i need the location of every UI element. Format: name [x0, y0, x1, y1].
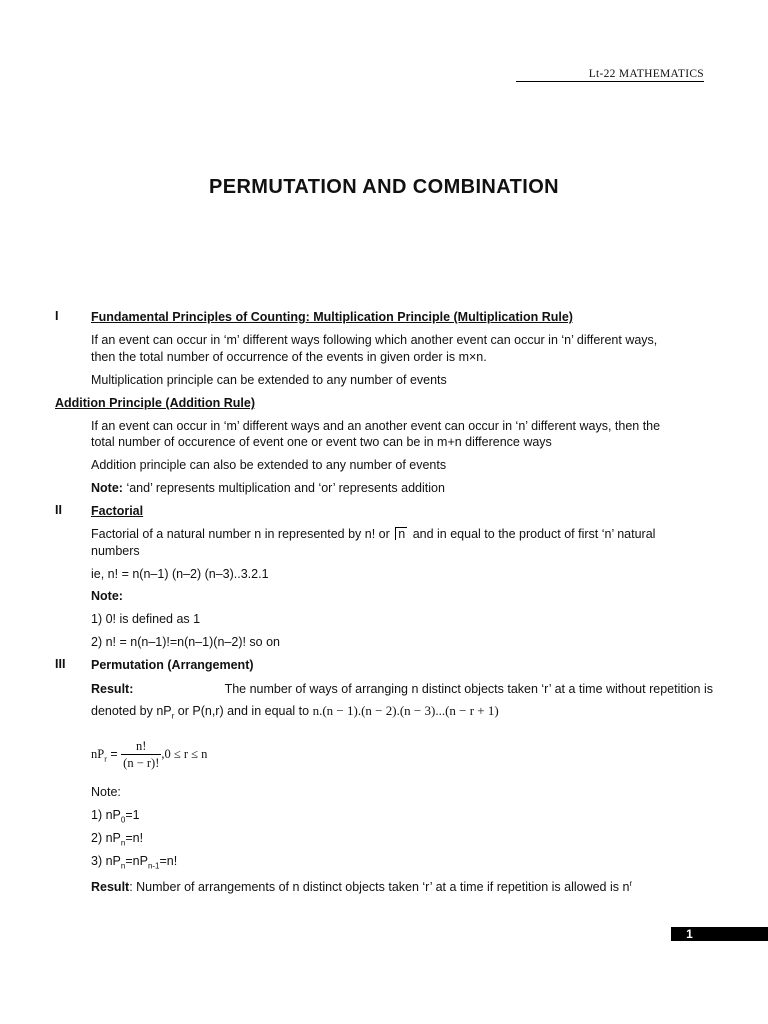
subscript: n-1 [147, 861, 160, 871]
factorial-notation: n [395, 527, 407, 540]
result-line [91, 681, 713, 697]
formula-condition: ,0 ≤ r ≤ n [161, 747, 208, 761]
section-number-1: I [55, 309, 59, 323]
note-item: 1) 0! is defined as 1 [91, 612, 201, 626]
paragraph-line [91, 526, 655, 542]
text-run: 2) nP [91, 831, 121, 845]
text-run: 1) nP [91, 808, 121, 822]
paragraph: Multiplication principle can be extended to any number of events [91, 373, 447, 387]
result-text: The number of ways of arranging n distinct objects taken ‘r’ at a time without repetition is [224, 682, 713, 696]
page-title: PERMUTATION AND COMBINATION [208, 176, 560, 198]
paragraph: Addition principle can also be extended to any number of events [91, 458, 447, 472]
superscript: r [629, 879, 633, 888]
subscript: n [120, 861, 126, 871]
section-heading-multiplication: Fundamental Principles of Counting: Multiplication Principle (Multiplication Rule) [91, 310, 573, 324]
paragraph-line: total number of occurence of event one or event two can be in m+n difference ways [91, 435, 552, 449]
paragraph-line: then the total number of occurrence of the events in given order is m×n. [91, 350, 487, 364]
formula-lhs: nP [91, 747, 105, 761]
result-text: : Number of arrangements of n distinct objects taken ‘r’ at a time if repetition is allowed is n [129, 880, 630, 895]
formula-equals: = [110, 747, 118, 761]
result-justified [91, 681, 713, 697]
fraction-numerator: n! [121, 738, 161, 755]
subscript: 0 [120, 815, 126, 825]
text-run: =1 [125, 808, 140, 822]
note-item [91, 853, 177, 875]
text-run: denoted by nP [91, 704, 172, 718]
text-run: 3) nP [91, 854, 121, 868]
fraction-denominator: (n − r)! [123, 756, 160, 771]
subscript: n [120, 838, 126, 848]
text-run: Factorial of a natural number n in represented by n! or [91, 527, 390, 541]
note-text: ‘and’ represents multiplication and ‘or’ represents addition [126, 481, 445, 495]
permutation-product-formula: n.(n − 1).(n − 2).(n − 3)...(n − r + 1) [312, 703, 499, 718]
result-label: Result [91, 880, 130, 895]
paragraph-line: If an event can occur in ‘m’ different ways and an another event can occur in ‘n’ different ways, then the [91, 419, 661, 433]
text-run: and in equal to the product of first ‘n’ natural [412, 527, 656, 541]
result-line [91, 703, 499, 725]
result-line [91, 876, 632, 895]
paragraph-line: numbers [91, 544, 140, 558]
subscript: r [171, 711, 175, 721]
text-run: or P(n,r) and in equal to [177, 704, 310, 718]
page-number-box [671, 927, 768, 941]
note-item: 2) n! = n(n–1)!=n(n–1)(n–2)! so on [91, 635, 281, 649]
permutation-formula [91, 736, 207, 772]
running-header: Lt-22 MATHEMATICS [516, 68, 704, 82]
section-heading-addition: Addition Principle (Addition Rule) [55, 396, 255, 410]
note-item [91, 830, 143, 852]
paragraph: ie, n! = n(n–1) (n–2) (n–3)..3.2.1 [91, 567, 269, 581]
note-label: Note: [91, 589, 123, 603]
section-heading-permutation: Permutation (Arrangement) [91, 658, 254, 672]
section-number-2: II [55, 503, 62, 517]
fraction [121, 738, 161, 771]
note-label: Note: [91, 481, 123, 495]
result-label: Result: [91, 682, 134, 696]
note-item [91, 807, 140, 829]
subscript: r [104, 754, 107, 764]
note [91, 480, 445, 496]
page-number: 1 [686, 927, 693, 941]
section-heading-factorial: Factorial [91, 504, 144, 518]
paragraph-line: If an event can occur in ‘m’ different ways following which another event can occur in ‘n’ different ways, [91, 333, 658, 347]
text-run: =n! [125, 831, 144, 845]
note-label: Note: [91, 785, 121, 799]
text-run: =n! [159, 854, 178, 868]
text-run: =nP [125, 854, 148, 868]
section-number-3: III [55, 657, 66, 671]
